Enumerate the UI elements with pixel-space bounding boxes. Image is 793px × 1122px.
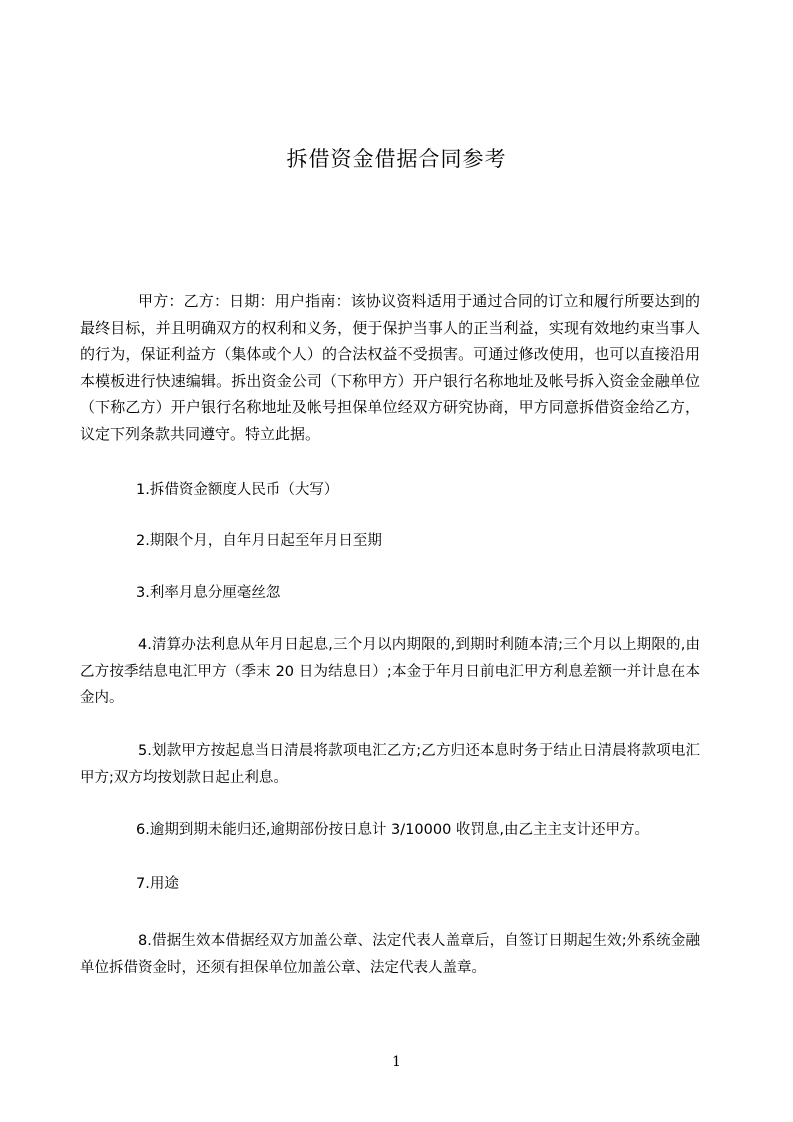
page-number: 1	[392, 1054, 401, 1070]
clause-6: 6.逾期到期未能归还,逾期部份按日息计 3/10000 收罚息,由乙主主支计还甲方。	[136, 822, 650, 838]
clause-2: 2.期限个月，自年月日起至年月日至期	[136, 533, 382, 549]
clause-5: 5.划款甲方按起息当日清晨将款项电汇乙方;乙方归还本息时务于结止日清晨将款项电汇甲方;双方均按划款日起止利息。	[80, 743, 700, 786]
clause-8: 8.借据生效本借据经双方加盖公章、法定代表人盖章后，自签订日期起生效;外系统金融单位拆借资金时，还须有担保单位加盖公章、法定代表人盖章。	[80, 933, 700, 976]
clause-7: 7.用途	[136, 876, 179, 892]
clause-1: 1.拆借资金额度人民币（大写）	[136, 482, 339, 498]
clause-4: 4.清算办法利息从年月日起息,三个月以内期限的,到期时利随本清;三个月以上期限的,由乙方按季结息电汇甲方（季末 20 日为结息日）;本金于年月日前电汇甲方利息差额一并计息在本金内。	[80, 637, 700, 706]
document-title: 拆借资金借据合同参考	[286, 147, 507, 171]
intro-paragraph: 甲方：乙方：日期：用户指南：该协议资料适用于通过合同的订立和履行所要达到的最终目标，并且明确双方的权利和义务，便于保护当事人的正当利益，实现有效地约束当事人的行为，保证利益方（集体或个人）的合法权益不受损害。可通过修改使用，也可以直接沿用本模板进行快速编辑。拆出资金公司（下称甲方）开户银行名称地址及帐号拆入资金金融单位（下称乙方）开户银行名称地址及帐号担保单位经双方研究协商，甲方同意拆借资金给乙方，议定下列条款共同遵守。特立此据。	[80, 292, 700, 443]
clause-3: 3.利率月息分厘毫丝忽	[136, 585, 281, 601]
